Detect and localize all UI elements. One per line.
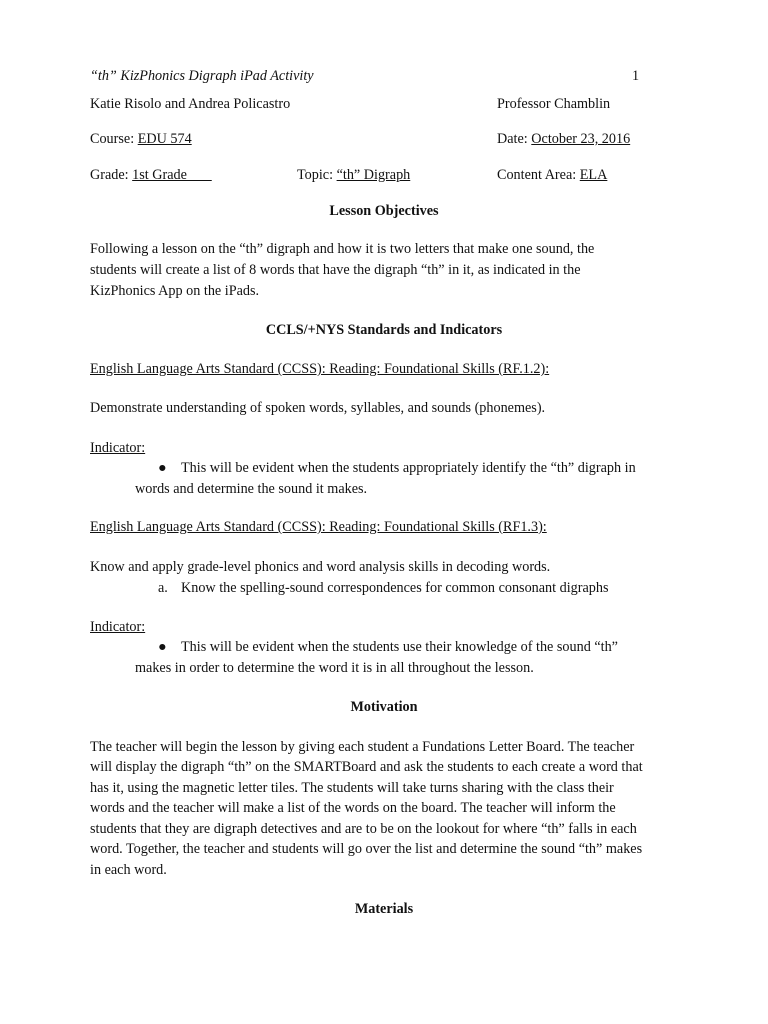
- indicator-1-bullet: ●: [158, 460, 167, 476]
- indicator-2-bullet: ●: [158, 639, 167, 655]
- standard-2-text: Know and apply grade-level phonics and word analysis skills in decoding words.: [90, 559, 551, 575]
- objectives-line: Following a lesson on the “th” digraph and how it is two letters that make one sound, the: [90, 241, 595, 257]
- indicator-2-line: makes in order to determine the word it is in all throughout the lesson.: [135, 660, 534, 676]
- content-area-label: Content Area:: [497, 167, 580, 183]
- standard-1-title: English Language Arts Standard (CCSS): Reading: Foundational Skills (RF.1.2):: [90, 361, 550, 377]
- indicator-1-line: words and determine the sound it makes.: [135, 481, 368, 497]
- motivation-line: in each word.: [90, 862, 167, 878]
- standard-2-title: English Language Arts Standard (CCSS): Reading: Foundational Skills (RF1.3):: [90, 519, 547, 535]
- sub-item-a-marker: a.: [158, 580, 168, 596]
- sub-item-a-text: Know the spelling-sound correspondences for common consonant digraphs: [181, 580, 609, 596]
- indicator-1-label: Indicator:: [90, 440, 146, 456]
- standards-heading: CCLS/+NYS Standards and Indicators: [265, 322, 503, 338]
- motivation-heading: Motivation: [350, 699, 418, 715]
- date-label: Date:: [497, 131, 532, 147]
- running-title: “th” KizPhonics Digraph iPad Activity: [90, 68, 314, 84]
- grade-value: 1st Grade: [132, 167, 212, 183]
- course: [90, 129, 192, 149]
- motivation-line: students that they are digraph detectives and are to be on the lookout for where “th” falls in each: [90, 821, 637, 837]
- date: [497, 129, 630, 149]
- motivation-line: word. Together, the teacher and students will go over the list and determine the sound “th” makes: [90, 841, 643, 857]
- date-value: October 23, 2016: [531, 131, 631, 147]
- indicator-1-line: This will be evident when the students appropriately identify the “th” digraph in: [181, 460, 636, 476]
- objectives-line: KizPhonics App on the iPads.: [90, 283, 260, 299]
- topic: [297, 165, 410, 185]
- motivation-line: words and the teacher will make a list of the words on the board. The teacher will inform the: [90, 800, 616, 816]
- objectives-heading: Lesson Objectives: [329, 203, 439, 219]
- indicator-2-label: Indicator:: [90, 619, 146, 635]
- topic-value: “th” Digraph: [336, 167, 411, 183]
- grade: [90, 165, 212, 185]
- indicator-2-line: This will be evident when the students use their knowledge of the sound “th”: [181, 639, 618, 655]
- objectives-line: students will create a list of 8 words that have the digraph “th” in it, as indicated in the: [90, 262, 581, 278]
- motivation-line: The teacher will begin the lesson by giving each student a Fundations Letter Board. The teacher: [90, 739, 635, 755]
- professor: Professor Chamblin: [497, 96, 611, 112]
- topic-label: Topic:: [297, 167, 337, 183]
- motivation-line: will display the digraph “th” on the SMARTBoard and ask the students to each create a word that: [90, 759, 643, 775]
- grade-label: Grade:: [90, 167, 133, 183]
- authors: Katie Risolo and Andrea Policastro: [90, 96, 291, 112]
- course-value: EDU 574: [137, 131, 192, 147]
- standard-1-text: Demonstrate understanding of spoken words, syllables, and sounds (phonemes).: [90, 400, 546, 416]
- content-area-value: ELA: [579, 167, 608, 183]
- page-number: 1: [632, 68, 640, 84]
- materials-heading: Materials: [354, 901, 414, 917]
- course-label: Course:: [90, 131, 138, 147]
- content-area: [497, 165, 607, 185]
- motivation-line: has it, using the magnetic letter tiles. The students will take turns sharing with the class their: [90, 780, 614, 796]
